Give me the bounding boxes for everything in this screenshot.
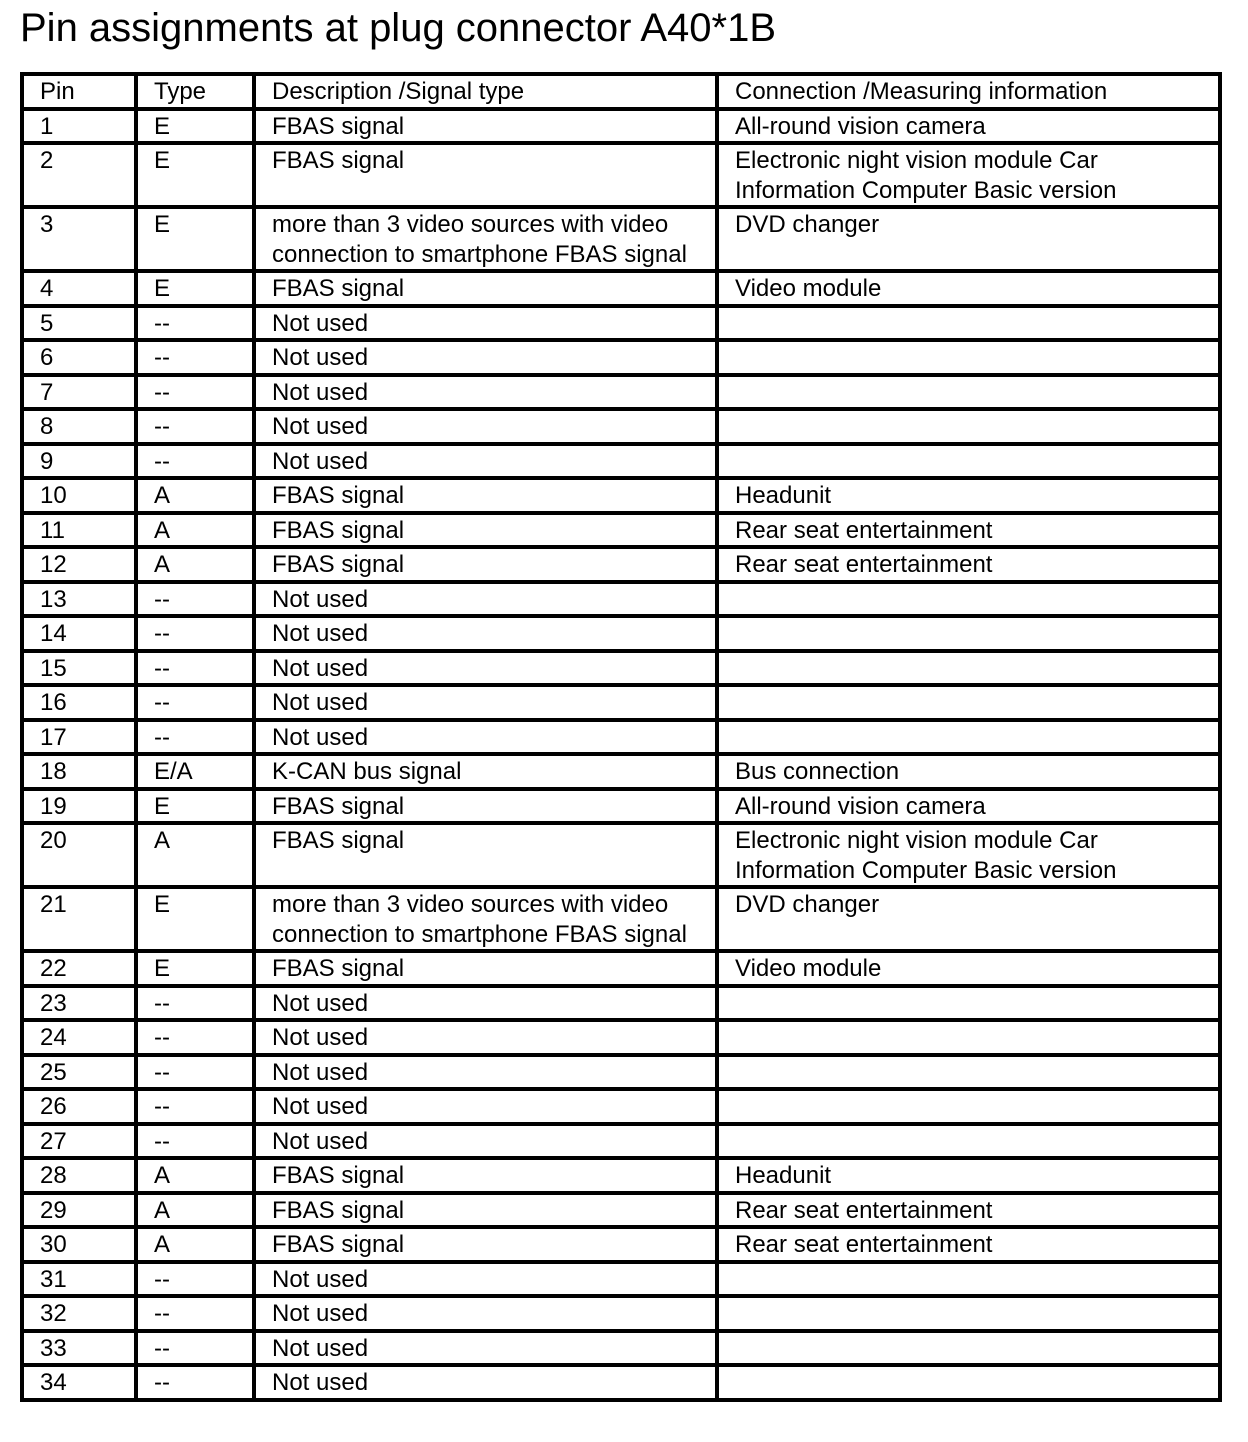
table-row <box>22 720 1220 755</box>
cell-type: -- <box>136 340 254 375</box>
page-title: Pin assignments at plug connector A40*1B <box>20 6 777 50</box>
cell-description: FBAS signal <box>254 271 717 306</box>
cell-type: E/A <box>136 754 254 789</box>
cell-description: FBAS signal <box>254 1227 717 1262</box>
cell-connection <box>717 1124 1220 1159</box>
header-description: Description /Signal type <box>254 74 717 109</box>
table-row <box>22 754 1220 789</box>
cell-connection: DVD changer <box>717 887 1220 951</box>
cell-connection: Rear seat entertainment <box>717 513 1220 548</box>
cell-type: E <box>136 887 254 951</box>
cell-connection <box>717 306 1220 341</box>
cell-connection: Headunit <box>717 478 1220 513</box>
cell-description: Not used <box>254 444 717 479</box>
cell-connection: Rear seat entertainment <box>717 1193 1220 1228</box>
cell-description: K-CAN bus signal <box>254 754 717 789</box>
cell-type: -- <box>136 1089 254 1124</box>
table-row <box>22 1331 1220 1366</box>
cell-description: Not used <box>254 651 717 686</box>
cell-connection: Bus connection <box>717 754 1220 789</box>
cell-type: -- <box>136 1055 254 1090</box>
cell-connection <box>717 685 1220 720</box>
cell-description: Not used <box>254 1089 717 1124</box>
cell-connection <box>717 1365 1220 1400</box>
table-row <box>22 143 1220 207</box>
table-row <box>22 271 1220 306</box>
cell-type: -- <box>136 986 254 1021</box>
table-row <box>22 306 1220 341</box>
cell-description: FBAS signal <box>254 951 717 986</box>
table-row <box>22 887 1220 951</box>
table-row <box>22 109 1220 144</box>
table-body <box>22 109 1220 1400</box>
cell-connection: All-round vision camera <box>717 789 1220 824</box>
cell-connection <box>717 582 1220 617</box>
cell-pin: 6 <box>22 340 136 375</box>
cell-pin: 21 <box>22 887 136 951</box>
cell-type: A <box>136 478 254 513</box>
cell-description: Not used <box>254 582 717 617</box>
cell-description: Not used <box>254 375 717 410</box>
cell-pin: 29 <box>22 1193 136 1228</box>
cell-description: Not used <box>254 1331 717 1366</box>
cell-description: FBAS signal <box>254 109 717 144</box>
cell-pin: 5 <box>22 306 136 341</box>
cell-pin: 20 <box>22 823 136 887</box>
cell-pin: 14 <box>22 616 136 651</box>
cell-type: -- <box>136 720 254 755</box>
cell-type: E <box>136 207 254 271</box>
cell-type: A <box>136 823 254 887</box>
cell-type: -- <box>136 1331 254 1366</box>
table-row <box>22 547 1220 582</box>
table-row <box>22 207 1220 271</box>
header-connection: Connection /Measuring information <box>717 74 1220 109</box>
pin-assignment-table <box>20 72 1222 1402</box>
cell-type: -- <box>136 444 254 479</box>
cell-type: -- <box>136 306 254 341</box>
table-row <box>22 685 1220 720</box>
cell-description: FBAS signal <box>254 513 717 548</box>
cell-description: Not used <box>254 306 717 341</box>
cell-connection: Electronic night vision module Car Information Computer Basic version <box>717 823 1220 887</box>
table-row <box>22 823 1220 887</box>
cell-connection <box>717 986 1220 1021</box>
table-row <box>22 409 1220 444</box>
cell-pin: 19 <box>22 789 136 824</box>
cell-type: -- <box>136 1262 254 1297</box>
cell-type: A <box>136 1158 254 1193</box>
cell-connection <box>717 409 1220 444</box>
cell-pin: 24 <box>22 1020 136 1055</box>
table-row <box>22 1262 1220 1297</box>
table-row <box>22 1296 1220 1331</box>
header-pin: Pin <box>22 74 136 109</box>
cell-connection <box>717 444 1220 479</box>
cell-type: -- <box>136 582 254 617</box>
cell-connection <box>717 651 1220 686</box>
cell-description: FBAS signal <box>254 823 717 887</box>
cell-type: -- <box>136 1124 254 1159</box>
table-row <box>22 1055 1220 1090</box>
cell-description: Not used <box>254 1124 717 1159</box>
cell-type: E <box>136 951 254 986</box>
cell-connection <box>717 1055 1220 1090</box>
cell-pin: 28 <box>22 1158 136 1193</box>
cell-pin: 33 <box>22 1331 136 1366</box>
table-row <box>22 478 1220 513</box>
cell-description: Not used <box>254 1262 717 1297</box>
cell-type: -- <box>136 1296 254 1331</box>
cell-pin: 2 <box>22 143 136 207</box>
table-row <box>22 789 1220 824</box>
cell-pin: 30 <box>22 1227 136 1262</box>
cell-description: FBAS signal <box>254 789 717 824</box>
cell-connection <box>717 1020 1220 1055</box>
cell-pin: 27 <box>22 1124 136 1159</box>
cell-description: Not used <box>254 685 717 720</box>
cell-pin: 17 <box>22 720 136 755</box>
table-row <box>22 340 1220 375</box>
cell-description: Not used <box>254 616 717 651</box>
cell-pin: 11 <box>22 513 136 548</box>
table-row <box>22 1020 1220 1055</box>
cell-connection <box>717 1331 1220 1366</box>
cell-description: FBAS signal <box>254 547 717 582</box>
cell-connection <box>717 1089 1220 1124</box>
cell-type: -- <box>136 1365 254 1400</box>
table-row <box>22 1193 1220 1228</box>
cell-connection: Video module <box>717 951 1220 986</box>
cell-pin: 8 <box>22 409 136 444</box>
table-header <box>22 74 1220 109</box>
cell-connection: DVD changer <box>717 207 1220 271</box>
cell-type: -- <box>136 375 254 410</box>
table-row <box>22 1227 1220 1262</box>
table-row <box>22 1124 1220 1159</box>
cell-connection <box>717 340 1220 375</box>
cell-connection <box>717 375 1220 410</box>
cell-pin: 7 <box>22 375 136 410</box>
cell-type: E <box>136 789 254 824</box>
cell-pin: 23 <box>22 986 136 1021</box>
cell-connection <box>717 1262 1220 1297</box>
cell-description: Not used <box>254 986 717 1021</box>
header-row <box>22 74 1220 109</box>
cell-connection <box>717 1296 1220 1331</box>
table-row <box>22 951 1220 986</box>
cell-pin: 12 <box>22 547 136 582</box>
cell-pin: 26 <box>22 1089 136 1124</box>
cell-description: Not used <box>254 1365 717 1400</box>
cell-type: A <box>136 547 254 582</box>
cell-description: FBAS signal <box>254 1193 717 1228</box>
table-row <box>22 651 1220 686</box>
cell-pin: 10 <box>22 478 136 513</box>
cell-pin: 22 <box>22 951 136 986</box>
cell-pin: 31 <box>22 1262 136 1297</box>
cell-pin: 25 <box>22 1055 136 1090</box>
cell-pin: 34 <box>22 1365 136 1400</box>
cell-pin: 32 <box>22 1296 136 1331</box>
cell-type: -- <box>136 1020 254 1055</box>
cell-type: -- <box>136 651 254 686</box>
cell-pin: 9 <box>22 444 136 479</box>
table-row <box>22 375 1220 410</box>
cell-pin: 16 <box>22 685 136 720</box>
cell-type: -- <box>136 685 254 720</box>
cell-description: Not used <box>254 1296 717 1331</box>
header-type: Type <box>136 74 254 109</box>
cell-pin: 15 <box>22 651 136 686</box>
cell-description: more than 3 video sources with video connection to smartphone FBAS signal <box>254 207 717 271</box>
table-row <box>22 1158 1220 1193</box>
table-row <box>22 1089 1220 1124</box>
cell-description: FBAS signal <box>254 143 717 207</box>
cell-type: E <box>136 271 254 306</box>
cell-connection: All-round vision camera <box>717 109 1220 144</box>
cell-description: Not used <box>254 409 717 444</box>
table-row <box>22 582 1220 617</box>
cell-pin: 3 <box>22 207 136 271</box>
table-row <box>22 616 1220 651</box>
cell-pin: 1 <box>22 109 136 144</box>
cell-type: A <box>136 1193 254 1228</box>
cell-connection: Headunit <box>717 1158 1220 1193</box>
cell-description: Not used <box>254 720 717 755</box>
cell-pin: 18 <box>22 754 136 789</box>
cell-description: FBAS signal <box>254 478 717 513</box>
cell-type: E <box>136 143 254 207</box>
cell-description: more than 3 video sources with video connection to smartphone FBAS signal <box>254 887 717 951</box>
cell-type: E <box>136 109 254 144</box>
cell-connection: Rear seat entertainment <box>717 547 1220 582</box>
cell-description: Not used <box>254 1055 717 1090</box>
table-row <box>22 444 1220 479</box>
cell-description: Not used <box>254 340 717 375</box>
cell-type: A <box>136 513 254 548</box>
cell-description: FBAS signal <box>254 1158 717 1193</box>
table-row <box>22 1365 1220 1400</box>
table-row <box>22 986 1220 1021</box>
cell-connection <box>717 720 1220 755</box>
cell-type: -- <box>136 616 254 651</box>
cell-connection: Rear seat entertainment <box>717 1227 1220 1262</box>
cell-type: A <box>136 1227 254 1262</box>
cell-description: Not used <box>254 1020 717 1055</box>
cell-connection: Video module <box>717 271 1220 306</box>
cell-connection <box>717 616 1220 651</box>
cell-type: -- <box>136 409 254 444</box>
cell-pin: 13 <box>22 582 136 617</box>
cell-connection: Electronic night vision module Car Information Computer Basic version <box>717 143 1220 207</box>
cell-pin: 4 <box>22 271 136 306</box>
table-row <box>22 513 1220 548</box>
